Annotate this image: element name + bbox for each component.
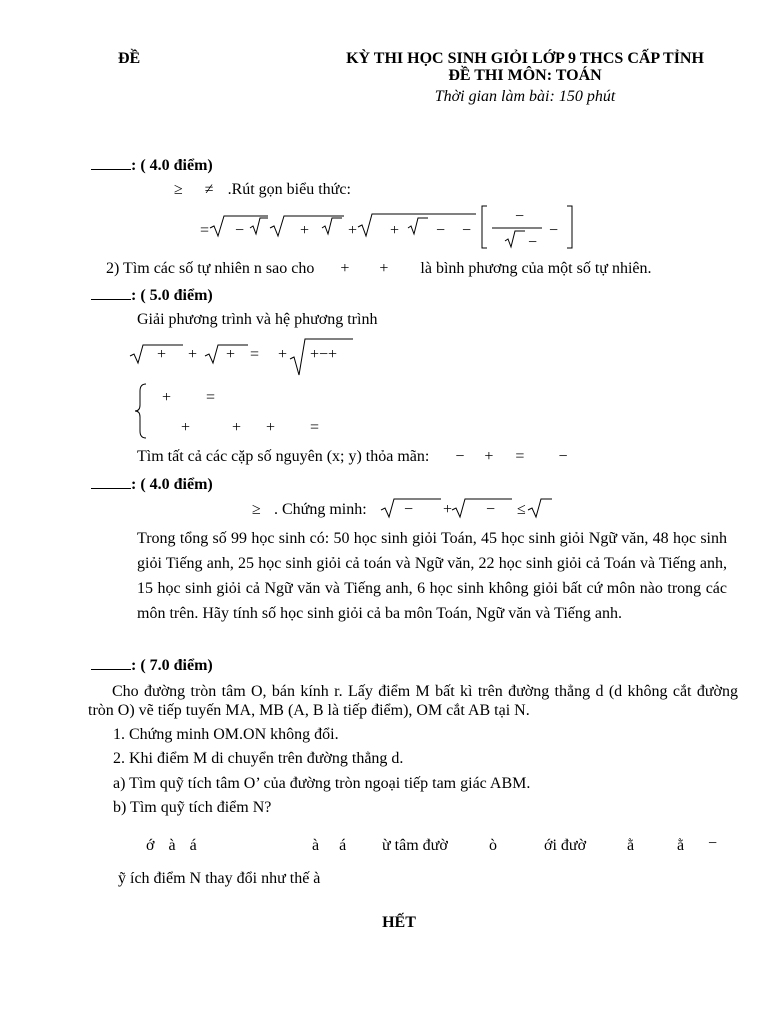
q1-bracket-denominator-minus: −	[528, 234, 538, 251]
q3-radical-2	[452, 497, 514, 519]
q2-sys2-plus-1: +	[181, 419, 191, 436]
q4-item-a: a) Tìm quỹ tích tâm O’ của đường tròn ngoại tiếp tam giác ABM.	[113, 775, 531, 792]
q1-ne-sign: ≠	[204, 181, 214, 198]
q2-sys1-equals: =	[206, 389, 216, 406]
q2-find-minus-1: −	[455, 448, 465, 465]
exam-title: KỲ THI HỌC SINH GIỎI LỚP 9 THCS CẤP TỈNH	[346, 50, 704, 67]
q1-part2-plus-1: +	[340, 260, 350, 277]
q1-bracket-numerator: −	[515, 208, 525, 225]
q3-radical-3	[528, 497, 554, 519]
q2-intro: Giải phương trình và hệ phương trình	[137, 311, 378, 328]
q4-heading	[91, 656, 213, 675]
q1-bracket-tail: −	[549, 222, 559, 239]
q2-find-plus: +	[484, 448, 494, 465]
q1-part2	[106, 260, 652, 278]
q1-radical-2b	[322, 216, 344, 236]
q2-eq-plus-1: +	[157, 346, 167, 363]
q1-part2-plus-2: +	[379, 260, 389, 277]
q1-blank	[91, 156, 131, 170]
q4-item-1: 1. Chứng minh OM.ON không đổi.	[113, 726, 339, 743]
q1-expr-minus-2: −	[436, 222, 446, 239]
q1-prompt: .Rút gọn biểu thức:	[227, 181, 351, 198]
q4-frag-2: à á	[312, 837, 347, 854]
q2-sys1-plus: +	[162, 389, 172, 406]
q4-frag-1: ớ à á	[146, 837, 197, 854]
q4-garbled-line-2: ỹ ích điểm N thay đổi như thế à	[118, 870, 321, 887]
q3-prove-text: . Chứng minh:	[274, 501, 367, 518]
q1-expr-plus-1: +	[300, 222, 310, 239]
q4-paragraph: Cho đường tròn tâm O, bán kính r. Lấy điểm M bất kì trên đường thẳng d (d không cắt đường tròn O) vẽ tiếp tuyến MA, MB (A, B là tiếp điểm), OM cắt AB tại N.	[88, 683, 738, 719]
exam-time: Thời gian làm bài: 150 phút	[434, 88, 616, 105]
q4-frag-6: ằ	[627, 837, 635, 854]
q3-blank	[91, 475, 131, 489]
q2-find-text: Tìm tất cả các cặp số nguyên (x; y) thỏa mãn:	[137, 448, 430, 465]
q4-frag-5: ới đườ	[544, 837, 587, 854]
q1-heading	[91, 156, 213, 175]
q1-bracket-left	[481, 205, 489, 249]
q1-part2-right: là bình phương của một số tự nhiên.	[420, 260, 652, 277]
q2-eq-plus: +	[188, 346, 198, 363]
q2-system-brace	[134, 383, 148, 439]
q2-eq-inner: +−+	[310, 346, 338, 363]
q1-expr-plus-2: +	[390, 222, 400, 239]
q4-blank	[91, 656, 131, 670]
q4-frag-3: ừ tâm đườ	[382, 837, 448, 854]
q2-sys2-plus-2: +	[232, 419, 242, 436]
exam-subject: ĐỀ THI MÔN: TOÁN	[448, 67, 602, 84]
q4-heading-text: : ( 7.0 điểm)	[131, 657, 213, 674]
q2-find	[137, 448, 567, 466]
q4-item-b: b) Tìm quỹ tích điểm N?	[113, 799, 272, 816]
q3-radical-2-minus: −	[486, 501, 496, 518]
q3-radical-1-minus: −	[404, 501, 414, 518]
q4-frag-7: ằ	[677, 837, 685, 854]
header-left-label: ĐỀ	[118, 50, 141, 67]
q1-heading-text: : ( 4.0 điểm)	[131, 157, 213, 174]
q4-frag-8: −	[708, 835, 718, 852]
q1-expr-minus-3: −	[462, 222, 472, 239]
q4-frag-4: ò	[489, 837, 497, 854]
q2-blank	[91, 286, 131, 300]
q2-eq-plus-2: +	[226, 346, 236, 363]
q2-heading-text: : ( 5.0 điểm)	[131, 287, 213, 304]
q1-expr-minus-1: −	[235, 222, 245, 239]
q2-heading	[91, 286, 213, 305]
q2-sys2-plus-3: +	[266, 419, 276, 436]
q1-radical-3b	[408, 216, 430, 236]
q2-find-minus-2: −	[558, 448, 568, 465]
q3-plus: +	[443, 501, 453, 518]
q2-eq-plus-3: +	[278, 346, 288, 363]
q1-ge-sign: ≥	[174, 181, 183, 198]
q1-expr-eq: =	[200, 222, 210, 239]
end-marker: HẾT	[382, 914, 416, 931]
q1-radical-1b	[250, 216, 270, 236]
q4-item-2: 2. Khi điểm M di chuyển trên đường thẳng d.	[113, 750, 404, 767]
q1-bracket-right	[566, 205, 574, 249]
q2-sys2-equals: =	[310, 419, 320, 436]
q1-fraction-radical	[505, 229, 527, 249]
q3-ge-sign: ≥	[252, 501, 261, 518]
q1-condition	[174, 181, 351, 199]
q2-find-equals: =	[515, 448, 525, 465]
q3-heading-text: : ( 4.0 điểm)	[131, 476, 213, 493]
q1-expr-plus-between: +	[348, 222, 358, 239]
q2-eq-equals: =	[250, 346, 260, 363]
q3-heading	[91, 475, 213, 494]
q1-part2-left: 2) Tìm các số tự nhiên n sao cho	[106, 260, 315, 277]
q3-le-sign: ≤	[517, 501, 526, 518]
q3-paragraph: Trong tổng số 99 học sinh có: 50 học sinh giỏi Toán, 45 học sinh giỏi Ngữ văn, 48 học sinh giỏi Tiếng anh, 25 học sinh giỏi cả toán và Ngữ văn, 22 học sinh giỏi cả Toán và Tiếng anh, 15 học sinh giỏi cả Ngữ văn và Tiếng anh, 6 học sinh không giỏi bất cứ môn nào trong các môn trên. Hãy tính số học sinh giỏi cả ba môn Toán, Ngữ văn và Tiếng anh.	[137, 530, 727, 622]
